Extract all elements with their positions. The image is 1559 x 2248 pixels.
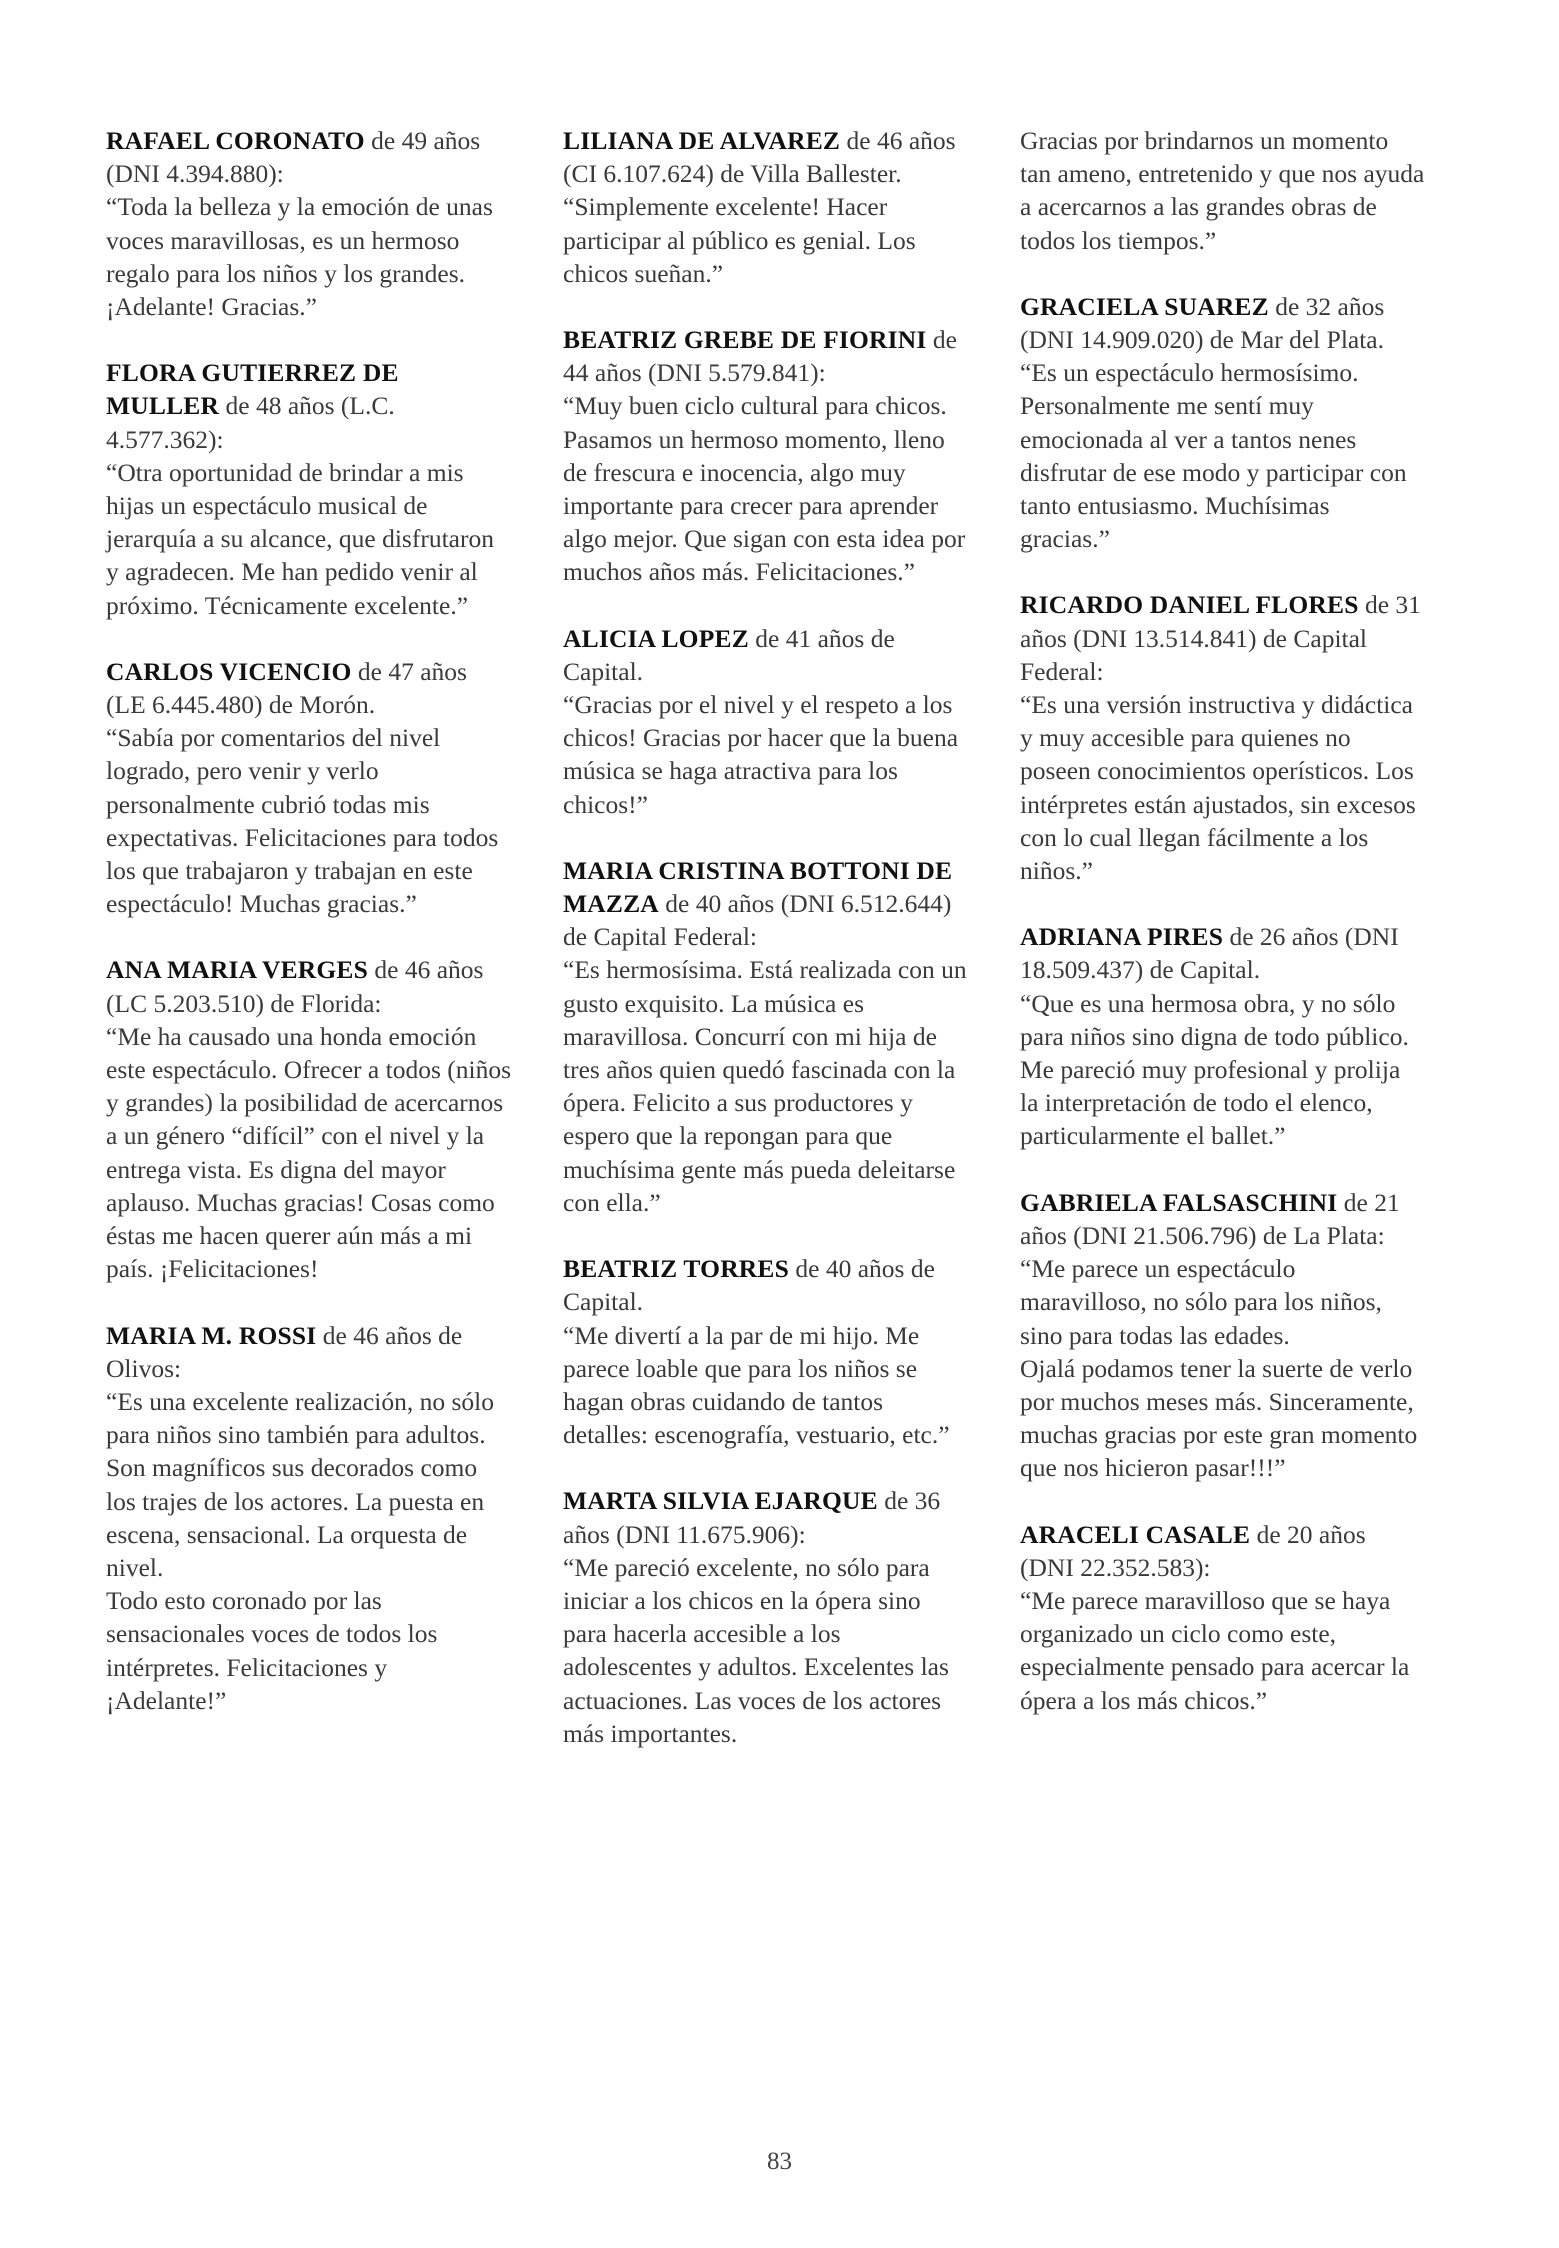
testimonial-quote: “Otra oportunidad de brindar a mis hijas un espectáculo musical de jerarquía a su alcance, que disfrutaron y agradecen. Me han pedido venir al próximo. Técnicamente excelente.” — [106, 457, 494, 620]
testimonial-quote: “Me pareció excelente, no sólo para iniciar a los chicos en la ópera sino para hacerla accesible a los adolescentes y adultos. Excelentes las actuaciones. Las voces de los actores más importantes. — [563, 1552, 949, 1748]
person-name: FLORA GUTIERREZ DE MULLER — [106, 358, 399, 421]
testimonial-entry — [563, 854, 968, 1219]
column-middle — [563, 124, 968, 1783]
testimonial-quote: “Es hermosísima. Está realizada con un gusto exquisito. La música es maravillosa. Concurrí con mi hija de tres años quien quedó fascinada con la ópera. Felicito a sus productores y espero que la repongan para que muchísima gente más pueda deleitarse con ella.” — [563, 955, 967, 1217]
person-details: de 46 años de Olivos: — [106, 1320, 463, 1383]
testimonial-quote: “Es un espectáculo hermosísimo. Personalmente me sentí muy emocionada al ver a tantos nenes disfrutar de ese modo y participar con tanto entusiasmo. Muchísimas gracias.” — [1020, 358, 1407, 554]
testimonial-entry — [1020, 1186, 1425, 1485]
person-details: de 46 años (LC 5.203.510) de Florida: — [106, 955, 484, 1018]
person-name: ALICIA LOPEZ — [563, 623, 749, 653]
person-name: RICARDO DANIEL FLORES — [1020, 590, 1359, 620]
person-name: LILIANA DE ALVAREZ — [563, 126, 841, 155]
person-details: de 36 años (DNI 11.675.906): — [563, 1486, 941, 1549]
testimonial-entry — [1020, 920, 1425, 1152]
person-name: MARTA SILVIA EJARQUE — [563, 1486, 878, 1516]
testimonial-entry — [1020, 1518, 1425, 1717]
testimonial-quote: “Gracias por el nivel y el respeto a los chicos! Gracias por hacer que la buena música se haga atractiva para los chicos!” — [563, 690, 959, 819]
testimonial-quote: “Me parece un espectáculo maravilloso, no sólo para los niños, sino para todas las edades. Ojalá podamos tener la suerte de verlo por muchos meses más. Sinceramente, muchas gracias por este gran momento que nos hicieron pasar!!!” — [1020, 1254, 1418, 1483]
testimonial-quote: “Toda la belleza y la emoción de unas voces maravillosas, es un hermoso regalo para los niños y los grandes. ¡Adelante! Gracias.” — [106, 192, 493, 322]
person-details: de 21 años (DNI 21.506.796) de La Plata: — [1020, 1187, 1400, 1250]
testimonial-quote: “Que es una hermosa obra, y no sólo para niños sino digna de todo público. Me pareció muy profesional y prolija la interpretación de todo el elenco, particularmente el ballet.” — [1020, 988, 1409, 1151]
page-number: 83 — [767, 2148, 792, 2175]
person-details: de 47 años (LE 6.445.480) de Morón. — [106, 656, 467, 720]
person-details: de 41 años de Capital. — [563, 623, 895, 686]
person-name: ANA MARIA VERGES — [106, 955, 369, 985]
person-name: CARLOS VICENCIO — [106, 656, 352, 686]
person-name: RAFAEL CORONATO — [106, 126, 365, 155]
testimonial-quote: “Simplemente excelente! Hacer participar al público es genial. Los chicos sueñan.” — [563, 192, 916, 288]
testimonial-entry — [563, 1252, 968, 1451]
person-name: ADRIANA PIRES — [1020, 922, 1224, 952]
testimonial-quote: “Es una excelente realización, no sólo para niños sino también para adultos. Son magníficos sus decorados como los trajes de los actores. La puesta en escena, sensacional. La orquesta de nivel. Todo esto coronado por las sensacionales voces de todos los intérpretes. Felicitaciones y ¡Adelante!” — [106, 1386, 494, 1715]
testimonial-entry — [106, 655, 511, 921]
person-details: de 49 años (DNI 4.394.880): — [106, 126, 481, 189]
person-details: de 31 años (DNI 13.514.841) de Capital Federal: — [1020, 590, 1421, 686]
testimonial-continuation — [1020, 124, 1425, 257]
person-details: de 40 años de Capital. — [563, 1254, 935, 1317]
testimonial-quote: “Es una versión instructiva y didáctica y muy accesible para quienes no poseen conocimientos operísticos. Los intérpretes están ajustados, sin excesos con lo cual llegan fácilmente a los niños.” — [1020, 690, 1416, 886]
testimonial-entry — [106, 124, 511, 323]
testimonial-entry — [1020, 588, 1425, 887]
person-details: de 44 años (DNI 5.579.841): — [563, 325, 957, 388]
person-details: de 46 años (CI 6.107.624) de Villa Ballester. — [563, 126, 956, 189]
testimonial-quote: “Me ha causado una honda emoción este espectáculo. Ofrecer a todos (niños y grandes) la posibilidad de acercarnos a un género “difícil” con el nivel y la entrega vista. Es digna del mayor aplauso. Muchas gracias! Cosas como éstas me hacen querer aún más a mi país. ¡Felicitaciones! — [106, 1021, 511, 1284]
person-name: GABRIELA FALSASCHINI — [1020, 1187, 1338, 1217]
testimonial-quote: “Muy buen ciclo cultural para chicos. Pasamos un hermoso momento, lleno de frescura e inocencia, algo muy importante para crecer para aprender algo mejor. Que sigan con esta idea por muchos años más. Felicitaciones.” — [563, 391, 966, 587]
testimonial-entry — [563, 1484, 968, 1750]
person-name: MARIA CRISTINA BOTTONI DE MAZZA — [563, 855, 953, 919]
person-details: de 20 años (DNI 22.352.583): — [1020, 1519, 1366, 1582]
person-details: de 48 años (L.C. 4.577.362): — [106, 391, 395, 454]
testimonial-entry — [563, 622, 968, 821]
person-details: de 26 años (DNI 18.509.437) de Capital. — [1020, 922, 1399, 985]
testimonial-entry — [106, 953, 511, 1285]
testimonial-entry — [563, 124, 968, 290]
testimonial-entry — [563, 323, 968, 589]
person-details: de 40 años (DNI 6.512.644) de Capital Federal: — [563, 889, 952, 952]
testimonial-quote: Gracias por brindarnos un momento tan ameno, entretenido y que nos ayuda a acercarnos a las grandes obras de todos los tiempos.” — [1020, 126, 1425, 255]
person-details: de 32 años (DNI 14.909.020) de Mar del Plata. — [1020, 291, 1385, 355]
column-right — [1020, 124, 1425, 1750]
person-name: ARACELI CASALE — [1020, 1519, 1251, 1549]
testimonial-quote: “Sabía por comentarios del nivel logrado, pero venir y verlo personalmente cubrió todas mis expectativas. Felicitaciones para todos los que trabajaron y trabajan en este espectáculo! Muchas gracias.” — [106, 723, 499, 919]
testimonial-entry — [106, 356, 511, 622]
person-name: MARIA M. ROSSI — [106, 1320, 317, 1350]
person-name: GRACIELA SUAREZ — [1020, 291, 1269, 321]
testimonial-quote: “Me divertí a la par de mi hijo. Me parece loable que para los niños se hagan obras cuidando de tantos detalles: escenografía, vestuario, etc.” — [563, 1320, 950, 1450]
person-name: BEATRIZ GREBE DE FIORINI — [563, 325, 927, 355]
testimonial-quote: “Me parece maravilloso que se haya organizado un ciclo como este, especialmente pensado para acercar la ópera a los más chicos.” — [1020, 1585, 1410, 1715]
person-name: BEATRIZ TORRES — [563, 1254, 790, 1284]
column-left — [106, 124, 511, 1750]
testimonial-entry — [1020, 290, 1425, 556]
testimonial-entry — [106, 1319, 511, 1717]
